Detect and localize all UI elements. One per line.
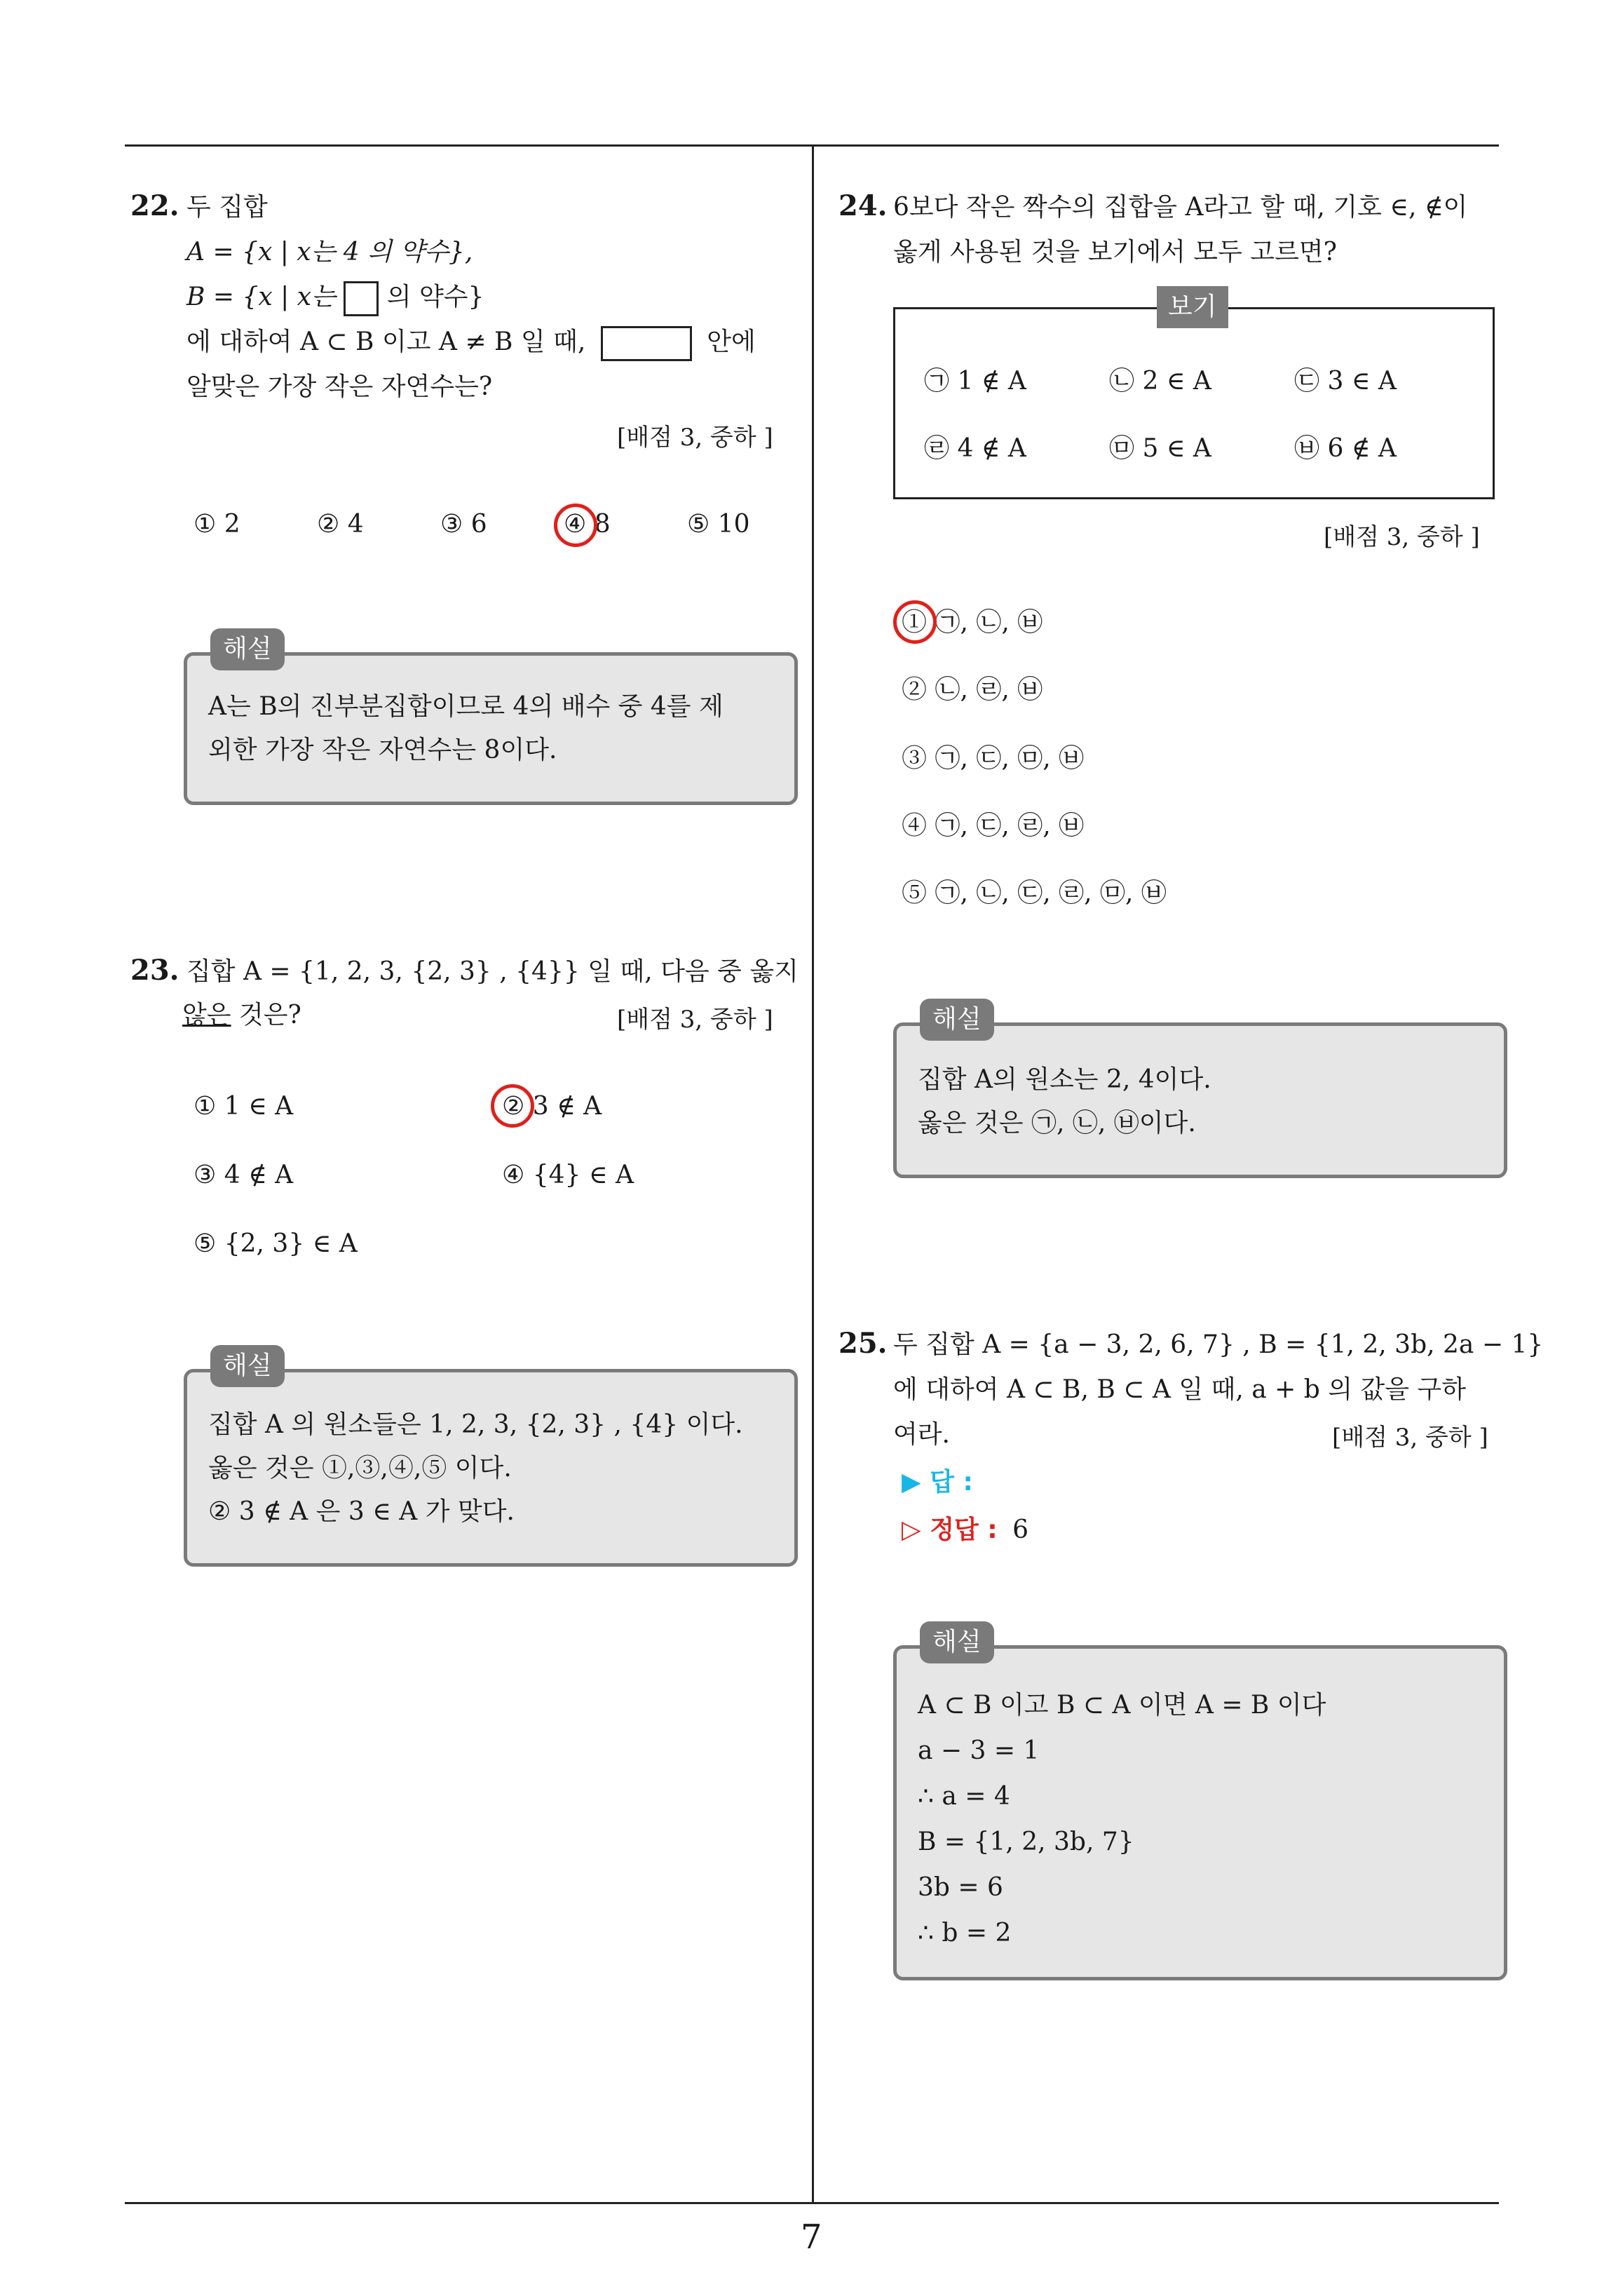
q22-line4 bbox=[186, 325, 756, 361]
q23-line2-rest: 것은? bbox=[231, 1001, 301, 1029]
q24-line1: 6보다 작은 짝수의 집합을 A라고 할 때, 기호 ∈, ∉이 bbox=[893, 193, 1468, 222]
q24-bogi-6: ㉥ 6 ∉ A bbox=[1294, 434, 1397, 463]
q24-bogi-box bbox=[893, 307, 1495, 499]
q23-score: [배점 3, 중하 ] bbox=[617, 1006, 773, 1034]
q22-line4a: 에 대하여 A ⊂ B 이고 A ≠ B 일 때, bbox=[186, 327, 586, 356]
q23-solution-line-3: ② 3 ∉ A 은 3 ∈ A 가 맞다. bbox=[208, 1497, 515, 1526]
q22-answer-blank bbox=[601, 326, 692, 361]
q25-solution-line-6: ∴ b = 2 bbox=[918, 1919, 1012, 1947]
q22-solution-line-2: 외한 가장 작은 자연수는 8이다. bbox=[208, 736, 557, 764]
q25-line1: 두 집합 A = {a − 3, 2, 6, 7} , B = {1, 2, 3b, 2a − 1} bbox=[893, 1330, 1544, 1359]
q24-choice-3[interactable]: ③ ㉠, ㉢, ㉤, ㉥ bbox=[902, 744, 1085, 773]
q23-choice-4[interactable]: ④ {4} ∈ A bbox=[502, 1161, 634, 1189]
q24-bogi-5: ㉤ 5 ∈ A bbox=[1109, 434, 1211, 463]
q22-choice-5[interactable]: ⑤ 10 bbox=[687, 510, 750, 539]
q25-solution-line-5: 3b = 6 bbox=[918, 1873, 1003, 1902]
q22-answer-mark bbox=[554, 504, 597, 547]
q23-choice-5[interactable]: ⑤ {2, 3} ∈ A bbox=[193, 1229, 358, 1258]
bottom-rule bbox=[125, 2202, 1499, 2204]
q22-solution-box bbox=[184, 652, 798, 805]
q25-correct-row bbox=[902, 1513, 1028, 1547]
q25-number: 25. bbox=[838, 1327, 888, 1360]
q24-solution-line-1: 집합 A의 원소는 2, 4이다. bbox=[918, 1065, 1211, 1094]
q22-line3 bbox=[186, 281, 484, 316]
column-divider bbox=[812, 144, 814, 2203]
q24-choice-4[interactable]: ④ ㉠, ㉢, ㉣, ㉥ bbox=[902, 811, 1085, 840]
q24-solution-label: 해설 bbox=[920, 999, 994, 1041]
q22-line3b: 의 약수} bbox=[386, 283, 484, 311]
q23-line2 bbox=[182, 999, 301, 1032]
q24-solution-box bbox=[893, 1022, 1507, 1178]
q25-score: [배점 3, 중하 ] bbox=[1332, 1424, 1488, 1452]
q24-solution-line-2: 옳은 것은 ㉠, ㉡, ㉥이다. bbox=[918, 1109, 1196, 1137]
q24-choice-1[interactable]: ① ㉠, ㉡, ㉥ bbox=[902, 608, 1043, 637]
q22-line4b: 안에 bbox=[707, 327, 756, 356]
q24-choice-2[interactable]: ② ㉡, ㉣, ㉥ bbox=[902, 675, 1043, 704]
q25-correct-value: 6 bbox=[1012, 1515, 1029, 1544]
q25-solution-label: 해설 bbox=[920, 1621, 994, 1663]
q22-choice-1[interactable]: ① 2 bbox=[193, 510, 240, 539]
q22-solution-line-1: A는 B의 진부분집합이므로 4의 배수 중 4를 제 bbox=[208, 692, 724, 721]
q24-answer-mark bbox=[893, 600, 937, 644]
q24-bogi-label: 보기 bbox=[1157, 286, 1228, 328]
q24-number: 24. bbox=[838, 189, 888, 222]
q25-solution-line-3: ∴ a = 4 bbox=[918, 1782, 1010, 1811]
q22-line2: A = {x | x는 4 의 약수}, bbox=[186, 238, 473, 266]
q22-line1: 두 집합 bbox=[186, 193, 268, 222]
q25-line2: 에 대하여 A ⊂ B, B ⊂ A 일 때, a + b 의 값을 구하 bbox=[893, 1375, 1466, 1404]
q22-choice-2[interactable]: ② 4 bbox=[317, 510, 364, 539]
q22-choice-4[interactable]: ④ 8 bbox=[564, 510, 611, 539]
q25-line3: 여라. bbox=[893, 1420, 950, 1449]
q25-correct-label: ▷ 정답 : bbox=[902, 1515, 998, 1544]
q22-score: [배점 3, 중하 ] bbox=[617, 424, 773, 452]
q25-solution-line-1: A ⊂ B 이고 B ⊂ A 이면 A = B 이다 bbox=[918, 1691, 1326, 1720]
q24-bogi-3: ㉢ 3 ∈ A bbox=[1294, 367, 1397, 396]
q24-bogi-4: ㉣ 4 ∉ A bbox=[924, 434, 1026, 463]
q25-answer-label: ▶ 답 : bbox=[902, 1468, 973, 1497]
q23-solution-line-1: 집합 A 의 원소들은 1, 2, 3, {2, 3} , {4} 이다. bbox=[208, 1410, 743, 1439]
q22-number: 22. bbox=[130, 189, 179, 222]
q23-choice-2[interactable]: ② 3 ∉ A bbox=[502, 1092, 602, 1121]
q23-solution-label: 해설 bbox=[210, 1345, 285, 1387]
q22-line5: 알맞은 가장 작은 자연수는? bbox=[186, 372, 493, 401]
q24-line2: 옳게 사용된 것을 보기에서 모두 고르면? bbox=[893, 238, 1337, 266]
q23-answer-mark bbox=[491, 1084, 534, 1128]
q25-solution-box bbox=[893, 1645, 1507, 1980]
q22-line3a: B = {x | x는 bbox=[186, 283, 336, 311]
q22-choice-3[interactable]: ③ 6 bbox=[440, 510, 487, 539]
q23-solution-box bbox=[184, 1369, 798, 1567]
q23-choice-1[interactable]: ① 1 ∈ A bbox=[193, 1092, 294, 1121]
q24-choice-5[interactable]: ⑤ ㉠, ㉡, ㉢, ㉣, ㉤, ㉥ bbox=[902, 879, 1167, 907]
q23-solution-line-2: 옳은 것은 ①,③,④,⑤ 이다. bbox=[208, 1454, 512, 1483]
q23-line1: 집합 A = {1, 2, 3, {2, 3} , {4}} 일 때, 다음 중 옳지 bbox=[186, 957, 799, 986]
q23-line2-underlined: 않은 bbox=[182, 1001, 231, 1029]
q25-solution-line-4: B = {1, 2, 3b, 7} bbox=[918, 1828, 1134, 1856]
q23-choice-3[interactable]: ③ 4 ∉ A bbox=[193, 1161, 294, 1189]
q22-small-blank bbox=[344, 281, 379, 316]
page-number: 7 bbox=[801, 2217, 822, 2257]
q24-bogi-1: ㉠ 1 ∉ A bbox=[924, 367, 1026, 396]
q24-score: [배점 3, 중하 ] bbox=[1324, 523, 1480, 551]
q25-solution-line-2: a − 3 = 1 bbox=[918, 1736, 1040, 1765]
q23-number: 23. bbox=[130, 954, 179, 987]
q24-bogi-2: ㉡ 2 ∈ A bbox=[1109, 367, 1211, 396]
q22-solution-label: 해설 bbox=[210, 628, 285, 670]
